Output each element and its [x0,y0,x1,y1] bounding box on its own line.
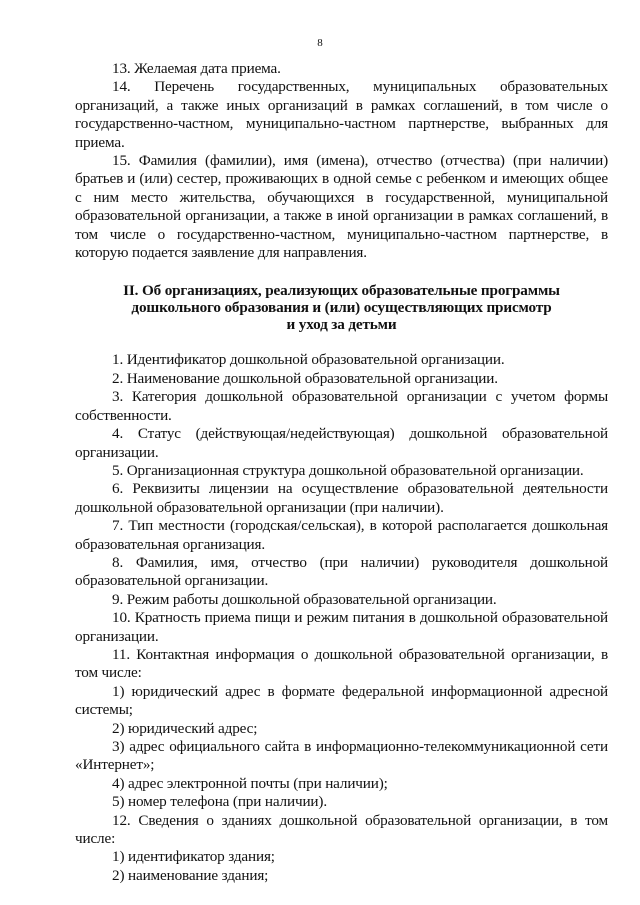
paragraph: 3) адрес официального сайта в информационно-телекоммуникационной сети «Интернет»; [75,738,608,774]
paragraph: 4) адрес электронной почты (при наличии); [112,774,388,792]
paragraph: 6. Реквизиты лицензии на осуществление образовательной деятельности дошкольной образовательной организации (при наличии). [75,480,608,516]
paragraph: 3. Категория дошкольной образовательной организации с учетом формы собственности. [75,388,608,424]
paragraph: 8. Фамилия, имя, отчество (при наличии) руководителя дошкольной образовательной организации. [75,553,608,590]
section-heading-line: и уход за детьми [286,316,397,334]
paragraph: 5. Организационная структура дошкольной образовательной организации. [112,461,584,479]
section-heading [75,282,608,333]
paragraph: 2) юридический адрес; [112,719,258,737]
paragraph: 1) юридический адрес в формате федеральной информационной адресной системы; [75,682,608,719]
paragraph: 11. Контактная информация о дошкольной образовательной организации, в том числе: [75,645,608,682]
paragraph: 2) наименование здания; [112,866,269,884]
paragraph: 15. Фамилия (фамилии), имя (имена), отчество (отчества) (при наличии) братьев и (или) сестер, проживающих в одной семье с ребенком и имеющих общее с ним место жительства, обучающихся в государственной, муниципальной образовательной организации, а также в иной организации в рамках соглашений, в том числе о государственно-частном, муниципально-частном партнерстве, в которую подается заявление для направления. [75,152,608,262]
section-heading-line: II. Об организациях, реализующих образовательные программы [123,282,560,300]
paragraph: 2. Наименование дошкольной образовательной организации. [112,369,498,387]
paragraph: 10. Кратность приема пищи и режим питания в дошкольной образовательной организации. [75,609,608,645]
paragraph: 14. Перечень государственных, муниципальных образовательных организаций, а также иных организаций в рамках соглашений, в том числе о государственно-частном, муниципально-частном партнерстве, выбранных для приема. [75,78,608,151]
paragraph: 12. Сведения о зданиях дошкольной образовательной организации, в том числе: [75,811,608,848]
page-content [75,60,608,885]
paragraph: 1. Идентификатор дошкольной образовательной организации. [112,351,505,369]
paragraph: 4. Статус (действующая/недействующая) дошкольной образовательной организации. [75,425,608,461]
paragraph: 9. Режим работы дошкольной образовательной организации. [112,590,497,608]
section-heading-line: дошкольного образования и (или) осуществляющих присмотр [131,299,552,317]
page-number: 8 [317,37,323,49]
paragraph: 7. Тип местности (городская/сельская), в которой располагается дошкольная образовательная организация. [75,517,608,553]
paragraph: 13. Желаемая дата приема. [112,60,281,77]
paragraph: 5) номер телефона (при наличии). [112,793,327,811]
paragraph: 1) идентификатор здания; [112,848,275,866]
